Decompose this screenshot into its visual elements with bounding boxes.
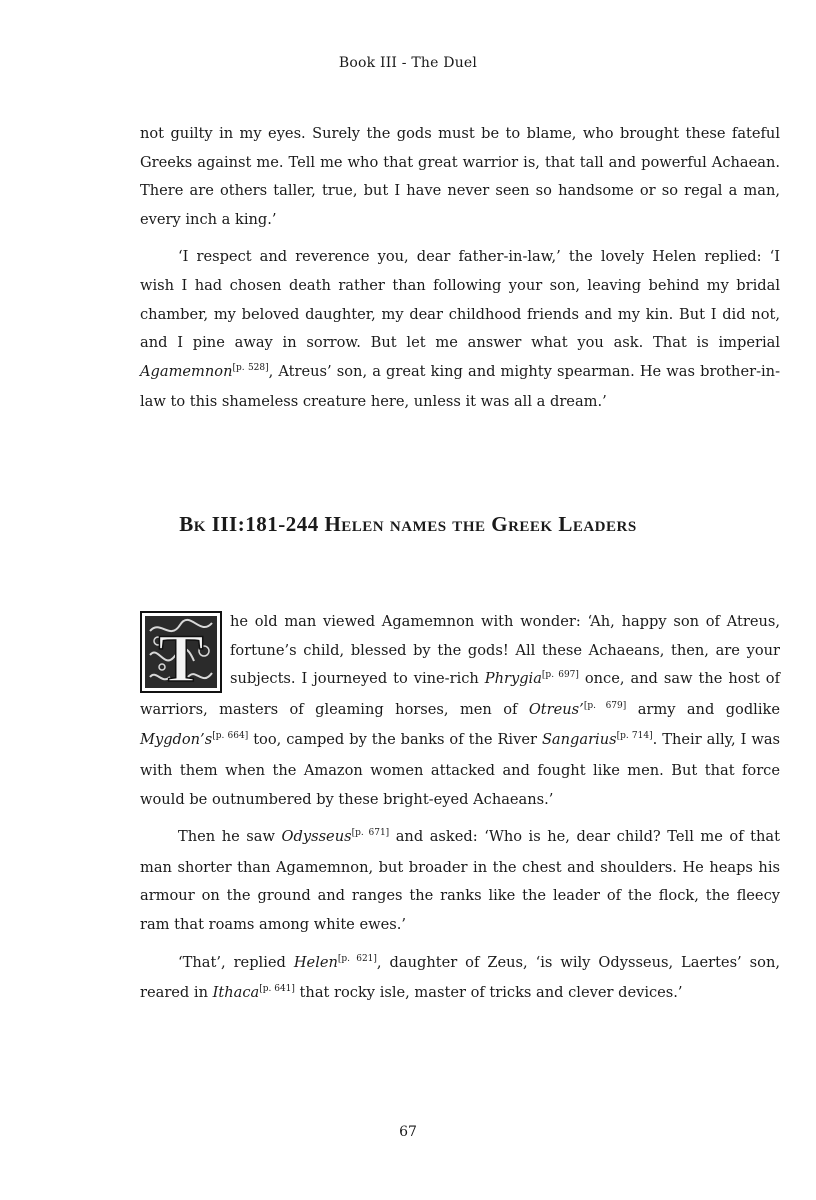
paragraph-odysseus-question: Then he saw Odysseus[p. 671] and asked: ‘Who is he, dear child? Tell me of that man shorter than Agamemnon, but broader in the chest and shoulders. He heaps his armour on the ground and ranges the ranks like the leader of the flock, the fleecy ram that roams among white ewes.’ [140, 828, 780, 933]
page-ref: [p. 641] [259, 984, 295, 995]
page-ref: [p. 664] [212, 731, 249, 742]
svg-text:T: T [158, 620, 204, 693]
name-mygdon: Mygdon’s [140, 731, 213, 749]
page-ref: [p. 671] [351, 828, 390, 839]
drop-cap-ornament-icon [140, 611, 222, 693]
paragraph-helen-reply: ‘I respect and reverence you, dear father-in-law,’ the lovely Helen replied: ‘I wish I had chosen death rather than following your son, leaving behind my bridal chamber, my beloved daughter, my dear childhood friends and my kin. But I did not, and I pine away in sorrow. But let me answer what you ask. That is imperial Agamemnon[p. 528], Atreus’ son, a great king and mighty spearman. He was brother-in-law to this shameless creature here, unless it was all a dream.’ [140, 248, 780, 411]
page-number: 67 [399, 1124, 417, 1140]
paragraph-old-man: T he old man viewed Agamemnon with wonder: ‘Ah, happy son of Atreus, fortune’s child, blessed by the gods! All these Achaeans, then, are your subjects. I journeyed to vine-rich Phrygia[p. 697] once, and saw the host of warriors, masters of gleaming horses, men of Otreus’[p. 679] army and godlike Mygdon’s[p. 664] too, camped by the banks of the River Sangarius[p. 714]. Their ally, I was with them when the Amazon women attacked and fought like men. But that force would be outnumbered by these bright-eyed Achaeans.’ [140, 613, 781, 808]
page-ref: [p. 697] [541, 670, 579, 681]
text-block-bottom [140, 608, 780, 1010]
page-ref: [p. 714] [616, 731, 653, 742]
name-ithaca: Ithaca [212, 984, 260, 1002]
page-ref: [p. 528] [232, 362, 269, 373]
running-head: Book III - The Duel [338, 55, 478, 71]
page-ref: [p. 679] [583, 700, 627, 711]
section-heading: Bk III:181-244 Helen names the Greek Leaders [179, 512, 637, 536]
paragraph-priam-continued: not guilty in my eyes. Surely the gods must be to blame, who brought these fateful Greeks against me. Tell me who that great warrior is, that tall and powerful Achaean. There are others taller, true, but I have never seen so handsome or so regal a man, every inch a king.’ [140, 125, 780, 228]
name-sangarius: Sangarius [541, 731, 617, 749]
name-otreus: Otreus’ [528, 700, 584, 718]
name-helen: Helen [293, 953, 338, 971]
page-ref: [p. 621] [337, 953, 377, 964]
name-phrygia: Phrygia [484, 670, 542, 688]
paragraph-helen-answer: ‘That’, replied Helen[p. 621], daughter of Zeus, ‘is wily Odysseus, Laertes’ son, reared in Ithaca[p. 641] that rocky isle, master of tricks and clever devices.’ [140, 953, 780, 1002]
name-odysseus: Odysseus [281, 828, 352, 846]
name-agamemnon: Agamemnon [140, 362, 233, 380]
text-block-top [140, 120, 780, 417]
